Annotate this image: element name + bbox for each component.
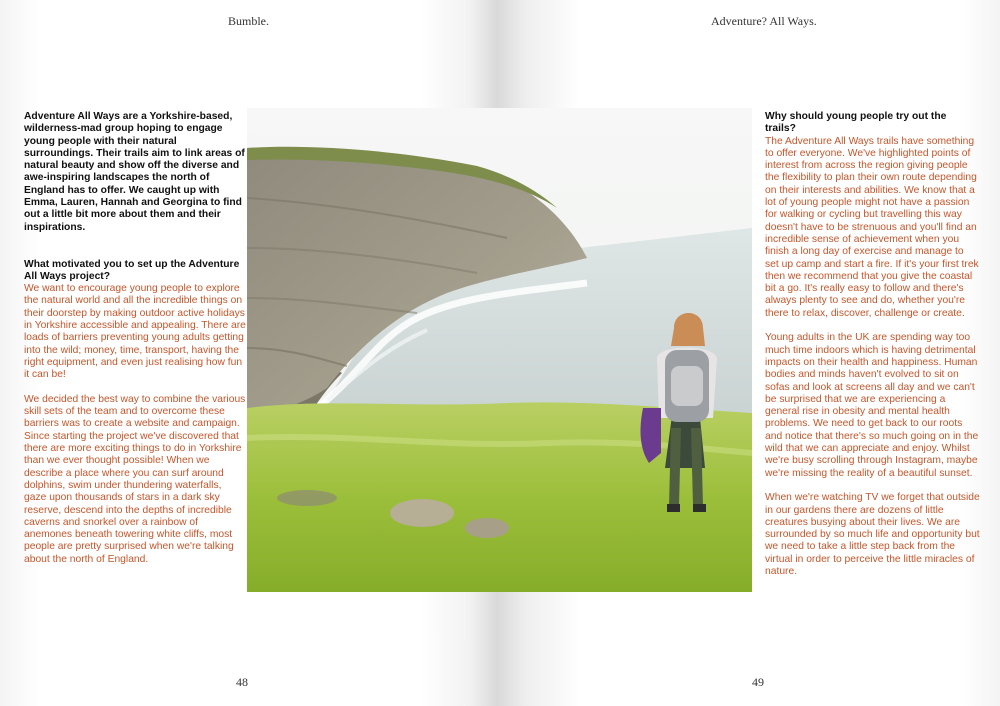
answer-paragraph: The Adventure All Ways trails have something to offer everyone. We've highlighted points of interest from across the region giving people the flexibility to plan their own route depending on their interests and abilities. We know that a lot of young people might not have a passion for walking or cycling but travelling this way doesn't have to be strenuous and you'll find an incredible sense of achievement when you finish a long day of exercise and manage to set up camp and start a fire. If it's your first trek then we recommend that you give the coastal bit a go. It's really easy to follow and there's always plenty to see and do, whether you're there to relax, discover, challenge or create. bbox=[765, 135, 979, 319]
right-running-head: Adventure? All Ways. bbox=[711, 14, 817, 28]
left-page-number: 48 bbox=[236, 675, 248, 689]
cliff-hiker-photo bbox=[247, 108, 752, 592]
left-text-column bbox=[24, 111, 246, 578]
answer-paragraph: When we're watching TV we forget that outside in our gardens there are dozens of little creatures busying about their lives. We are surrounded by so much life and opportunity but we need to take a little step back from the virtual in order to perceive the little miracles of nature. bbox=[765, 492, 980, 577]
left-running-head: Bumble. bbox=[228, 14, 269, 28]
question-heading: Why should young people try out the trails? bbox=[765, 111, 947, 135]
answer-paragraph: We want to encourage young people to explore the natural world and all the incredible things on their doorstep by making outdoor active holidays in Yorkshire accessible and appealing. There are loads of barriers preventing young adults getting into the wild; money, time, transport, having the right equipment, and even just realising how fun it can be! bbox=[24, 283, 246, 381]
answer-paragraph: Young adults in the UK are spending way too much time indoors which is having detrimental impacts on their health and happiness. Human bodies and minds haven't evolved to sit on sofas and look at screens all day and we can't be surprised that we are experiencing a general rise in obesity and mental health problems. We need to get back to our roots and notice that there's so much going on in the wild that we can appreciate and enjoy. Whilst we're busy scrolling through Instagram, maybe we're missing the reality of a beautiful sunset. bbox=[765, 332, 979, 479]
question-heading: What motivated you to set up the Adventure All Ways project? bbox=[24, 258, 240, 282]
answer-paragraph: We decided the best way to combine the various skill sets of the team and to overcome these barriers was to create a website and campaign. Since starting the project we've discovered that there are more exciting things to do in Yorkshire than we ever thought possible! When we describe a place where you can surf around dolphins, swim under thundering waterfalls, gaze upon thousands of stars in a dark sky reserve, descend into the depths of incredible caverns and snorkel over a rainbow of anemones beneath towering white cliffs, most people are pretty surprised when we're talking about the north of England. bbox=[24, 393, 246, 565]
intro-paragraph: Adventure All Ways are a Yorkshire-based, wilderness-mad group hoping to engage young people with their natural surroundings. Their trails aim to link areas of natural beauty and show off the diverse and awe-inspiring landscapes the north of England has to offer. We caught up with Emma, Lauren, Hannah and Georgina to find out a little bit more about them and their inspirations. bbox=[24, 111, 245, 233]
right-page-number: 49 bbox=[752, 675, 764, 689]
right-text-column bbox=[765, 111, 980, 591]
